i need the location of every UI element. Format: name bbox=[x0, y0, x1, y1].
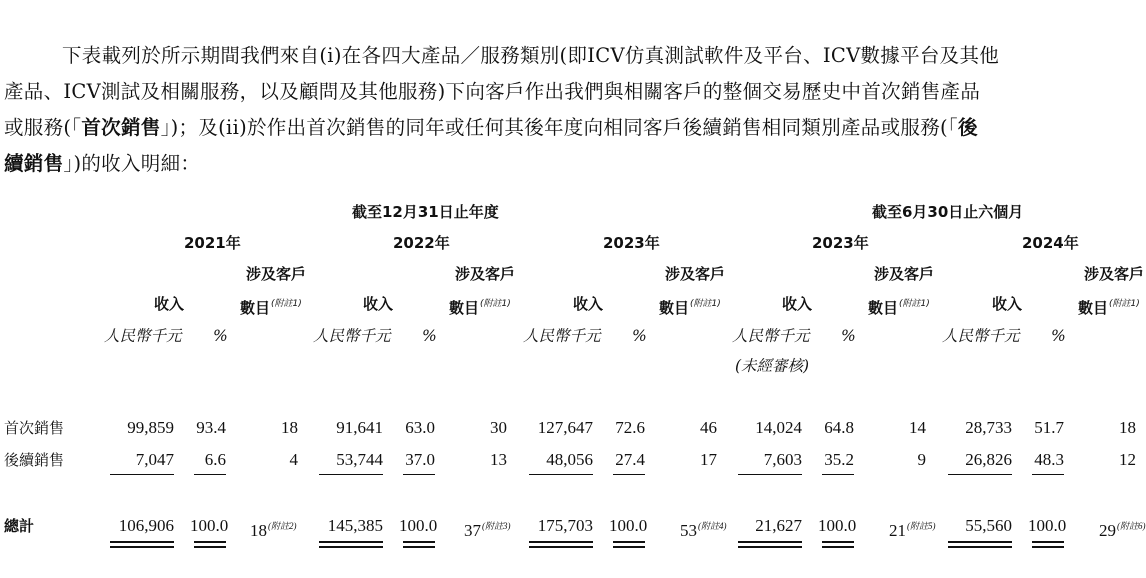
customers-count-label: 數目 bbox=[240, 299, 271, 317]
cell-with-note bbox=[889, 516, 936, 541]
cell: 48,056 bbox=[546, 450, 593, 469]
unit-pct: % bbox=[213, 327, 228, 345]
cell: 51.7 bbox=[1034, 418, 1064, 437]
cell: 53,744 bbox=[336, 450, 383, 469]
revenue-header: 收入 bbox=[573, 295, 604, 313]
total-rule bbox=[403, 546, 435, 548]
cell: 91,641 bbox=[336, 418, 383, 437]
note-ref: (附註2) bbox=[268, 521, 297, 531]
note-ref: (附註1) bbox=[271, 299, 302, 309]
cell: 46 bbox=[700, 418, 717, 437]
cell: 12 bbox=[1119, 450, 1136, 469]
cell: 29 bbox=[1099, 521, 1116, 540]
period-2024-six-months: 2024年 bbox=[1022, 234, 1079, 252]
customers-count-label: 數目 bbox=[449, 299, 480, 317]
paragraph-text: 」)的收入明細： bbox=[63, 152, 201, 175]
customers-count-label: 數目 bbox=[868, 299, 899, 317]
customers-count-header bbox=[449, 294, 511, 318]
intro-paragraph bbox=[4, 38, 1142, 182]
note-ref: (附註6) bbox=[1117, 521, 1146, 531]
cell: 17 bbox=[700, 450, 717, 469]
cell: 100.0 bbox=[818, 516, 857, 535]
period-2023: 2023年 bbox=[603, 234, 660, 252]
note-ref: (附註1) bbox=[1109, 299, 1140, 309]
cell: 27.4 bbox=[615, 450, 645, 469]
customers-count-header bbox=[240, 294, 302, 318]
cell: 21 bbox=[889, 521, 906, 540]
total-rule bbox=[613, 541, 645, 543]
period-2021: 2021年 bbox=[184, 234, 241, 252]
total-rule bbox=[194, 546, 226, 548]
subtotal-rule bbox=[529, 474, 593, 475]
customers-header: 涉及客戶 bbox=[246, 265, 307, 283]
cell: 53 bbox=[680, 521, 697, 540]
unaudited-note: (未經審核) bbox=[735, 357, 810, 375]
subtotal-rule bbox=[194, 474, 226, 475]
total-rule bbox=[319, 546, 383, 548]
paragraph-text: 或服務(「 bbox=[4, 116, 82, 139]
note-ref: (附註4) bbox=[698, 521, 727, 531]
unit-rmb: 人民幣千元 bbox=[942, 327, 1020, 345]
cell: 99,859 bbox=[127, 418, 174, 437]
note-ref: (附註1) bbox=[899, 299, 930, 309]
customers-count-header bbox=[868, 294, 930, 318]
cell: 72.6 bbox=[615, 418, 645, 437]
total-rule bbox=[529, 546, 593, 548]
total-rule bbox=[403, 541, 435, 543]
total-rule bbox=[1032, 546, 1064, 548]
subtotal-rule bbox=[110, 474, 174, 475]
note-ref: (附註3) bbox=[482, 521, 511, 531]
customers-count-header bbox=[659, 294, 721, 318]
cell: 4 bbox=[289, 450, 298, 469]
cell: 7,047 bbox=[135, 450, 174, 469]
subtotal-rule bbox=[403, 474, 435, 475]
cell: 37.0 bbox=[405, 450, 435, 469]
subtotal-rule bbox=[948, 474, 1012, 475]
customers-header: 涉及客戶 bbox=[455, 265, 516, 283]
row-label-first-sales: 首次銷售 bbox=[4, 419, 65, 437]
total-rule bbox=[738, 546, 802, 548]
total-rule bbox=[948, 546, 1012, 548]
cell: 18 bbox=[250, 521, 267, 540]
total-rule bbox=[110, 546, 174, 548]
cell: 93.4 bbox=[196, 418, 226, 437]
cell: 14 bbox=[909, 418, 926, 437]
paragraph-line-3 bbox=[4, 110, 1142, 146]
total-rule bbox=[738, 541, 802, 543]
cell: 64.8 bbox=[824, 418, 854, 437]
cell: 9 bbox=[917, 450, 926, 469]
revenue-header: 收入 bbox=[992, 295, 1023, 313]
cell: 100.0 bbox=[399, 516, 438, 535]
period-2022: 2022年 bbox=[393, 234, 450, 252]
note-ref: (附註1) bbox=[690, 299, 721, 309]
cell: 13 bbox=[490, 450, 507, 469]
cell: 55,560 bbox=[965, 516, 1012, 535]
customers-count-header bbox=[1078, 294, 1140, 318]
paragraph-text: 」)；及(ii)於作出首次銷售的同年或任何其後年度向相同客戶後續銷售相同類別產品或服務(「 bbox=[160, 116, 958, 139]
customers-header: 涉及客戶 bbox=[874, 265, 935, 283]
paragraph-line-1: 下表載列於所示期間我們來自(i)在各四大產品／服務類別(即ICV仿真測試軟件及平台、ICV數據平台及其他 bbox=[62, 44, 1000, 67]
cell: 35.2 bbox=[824, 450, 854, 469]
defined-term-subsequent-sales-end: 續銷售 bbox=[4, 152, 64, 175]
cell: 26,826 bbox=[965, 450, 1012, 469]
defined-term-subsequent-sales-start: 後 bbox=[957, 116, 978, 139]
unit-pct: % bbox=[422, 327, 437, 345]
revenue-header: 收入 bbox=[154, 295, 185, 313]
unit-rmb: 人民幣千元 bbox=[104, 327, 182, 345]
cell-with-note bbox=[250, 516, 297, 541]
cell: 18 bbox=[281, 418, 298, 437]
unit-pct: % bbox=[1051, 327, 1066, 345]
customers-count-label: 數目 bbox=[1078, 299, 1109, 317]
subtotal-rule bbox=[822, 474, 854, 475]
customers-header: 涉及客戶 bbox=[665, 265, 726, 283]
row-label-total: 總計 bbox=[4, 517, 35, 535]
total-rule bbox=[194, 541, 226, 543]
note-ref: (附註1) bbox=[480, 299, 511, 309]
unit-pct: % bbox=[632, 327, 647, 345]
cell: 175,703 bbox=[537, 516, 593, 535]
note-ref: (附註5) bbox=[907, 521, 936, 531]
customers-header: 涉及客戶 bbox=[1084, 265, 1145, 283]
subtotal-rule bbox=[319, 474, 383, 475]
unit-rmb: 人民幣千元 bbox=[523, 327, 601, 345]
cell: 100.0 bbox=[190, 516, 229, 535]
cell: 145,385 bbox=[327, 516, 383, 535]
total-rule bbox=[822, 546, 854, 548]
cell: 6.6 bbox=[204, 450, 226, 469]
period-2023-six-months: 2023年 bbox=[812, 234, 869, 252]
cell: 100.0 bbox=[1028, 516, 1067, 535]
cell: 127,647 bbox=[537, 418, 593, 437]
total-rule bbox=[110, 541, 174, 543]
subtotal-rule bbox=[738, 474, 802, 475]
paragraph-line-4 bbox=[4, 146, 1142, 182]
cell-with-note bbox=[680, 516, 727, 541]
group-header-year-end: 截至12月31日止年度 bbox=[352, 203, 499, 221]
customers-count-label: 數目 bbox=[659, 299, 690, 317]
cell-with-note bbox=[1099, 516, 1146, 541]
cell: 106,906 bbox=[118, 516, 174, 535]
cell: 48.3 bbox=[1034, 450, 1064, 469]
cell-with-note bbox=[464, 516, 511, 541]
cell: 28,733 bbox=[965, 418, 1012, 437]
total-rule bbox=[613, 546, 645, 548]
cell: 37 bbox=[464, 521, 481, 540]
group-header-six-months: 截至6月30日止六個月 bbox=[872, 203, 1024, 221]
subtotal-rule bbox=[613, 474, 645, 475]
revenue-header: 收入 bbox=[782, 295, 813, 313]
subtotal-rule bbox=[1032, 474, 1064, 475]
total-rule bbox=[319, 541, 383, 543]
total-rule bbox=[1032, 541, 1064, 543]
cell: 63.0 bbox=[405, 418, 435, 437]
row-label-subsequent-sales: 後續銷售 bbox=[4, 451, 65, 469]
cell: 30 bbox=[490, 418, 507, 437]
total-rule bbox=[822, 541, 854, 543]
unit-pct: % bbox=[841, 327, 856, 345]
cell: 7,603 bbox=[763, 450, 802, 469]
cell: 100.0 bbox=[609, 516, 648, 535]
defined-term-first-sales: 首次銷售 bbox=[81, 116, 161, 139]
total-rule bbox=[529, 541, 593, 543]
unit-rmb: 人民幣千元 bbox=[732, 327, 810, 345]
cell: 14,024 bbox=[755, 418, 802, 437]
paragraph-line-2: 產品、ICV測試及相關服務，以及顧問及其他服務)下向客戶作出我們與相關客戶的整個交易歷史中首次銷售產品 bbox=[4, 80, 981, 103]
total-rule bbox=[948, 541, 1012, 543]
unit-rmb: 人民幣千元 bbox=[313, 327, 391, 345]
revenue-header: 收入 bbox=[363, 295, 394, 313]
cell: 21,627 bbox=[755, 516, 802, 535]
cell: 18 bbox=[1119, 418, 1136, 437]
